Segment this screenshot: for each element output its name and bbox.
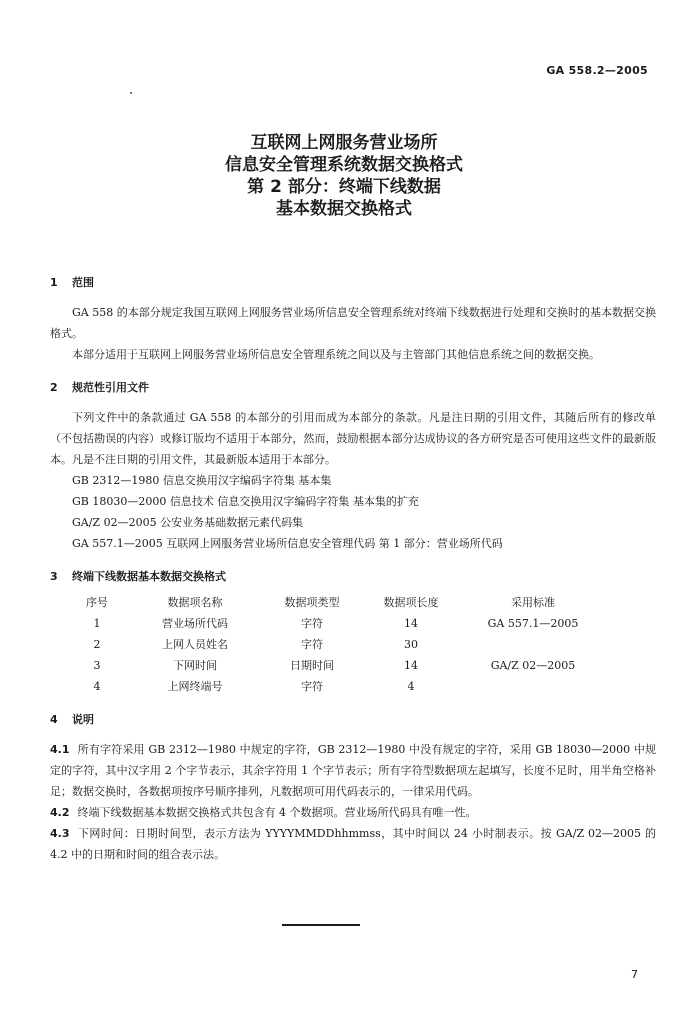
- table-row: [64, 655, 656, 676]
- note-4-2: [50, 802, 656, 823]
- table-header-cell: 数据项长度: [383, 596, 439, 609]
- table-cell: 日期时间: [290, 659, 334, 672]
- section-3-heading: [50, 566, 656, 588]
- section-1-number: 1: [50, 276, 58, 289]
- document-title: [0, 132, 688, 220]
- data-format-table: [64, 592, 656, 697]
- table-cell: 下网时间: [173, 659, 217, 672]
- table-header-cell: 数据项名称: [167, 596, 223, 609]
- table-row: [64, 676, 656, 697]
- section-4-title: 说明: [72, 713, 94, 726]
- section-4-number: 4: [50, 713, 58, 726]
- table-cell: 营业场所代码: [162, 617, 228, 630]
- table-row: [64, 634, 656, 655]
- table-cell: 1: [93, 617, 101, 630]
- note-4-3: [50, 823, 656, 865]
- standard-code: GA 558.2—2005: [546, 64, 648, 77]
- table-cell: GA 557.1—2005: [487, 617, 579, 630]
- section-2-title: 规范性引用文件: [72, 381, 149, 394]
- page-number: 7: [631, 968, 638, 981]
- section-2-heading: [50, 377, 656, 399]
- note-text: 终端下线数据基本数据交换格式共包含有 4 个数据项。营业场所代码具有唯一性。: [77, 806, 477, 819]
- title-line-3: 第 2 部分：终端下线数据: [247, 177, 441, 197]
- table-header-cell: 序号: [86, 596, 108, 609]
- document-body: [50, 272, 656, 865]
- section-2-para-1: 下列文件中的条款通过 GA 558 的本部分的引用而成为本部分的条款。凡是注日期的引用文件，其随后所有的修改单（不包括勘误的内容）或修订版均不适用于本部分，然而，鼓励根据本部分达成协议的各方研究是否可使用这些文件的最新版本。凡是不注日期的引用文件，其最新版本适用于本部分。: [50, 411, 656, 466]
- end-of-document-rule: [282, 924, 360, 926]
- note-number: 4.2: [50, 806, 70, 819]
- table-cell: 30: [404, 638, 418, 651]
- section-4-heading: [50, 709, 656, 731]
- table-cell: 4: [93, 680, 101, 693]
- section-2-number: 2: [50, 381, 58, 394]
- section-1-para-2: 本部分适用于互联网上网服务营业场所信息安全管理系统之间以及与主管部门其他信息系统之间的数据交换。: [72, 348, 600, 361]
- reference-item: GB 18030—2000 信息技术 信息交换用汉字编码字符集 基本集的扩充: [72, 495, 419, 508]
- table-cell: 字符: [301, 638, 323, 651]
- table-cell: 14: [404, 617, 418, 630]
- note-text: 下网时间：日期时间型，表示方法为 YYYYMMDDhhmmss，其中时间以 24 小时制表示。按 GA/Z 02—2005 的 4.2 中的日期和时间的组合表示法。: [50, 827, 656, 861]
- table-cell: 2: [93, 638, 101, 651]
- table-cell: [458, 634, 608, 655]
- table-cell: 字符: [301, 617, 323, 630]
- section-3-title: 终端下线数据基本数据交换格式: [72, 570, 226, 583]
- note-text: 所有字符采用 GB 2312—1980 中规定的字符，GB 2312—1980 中没有规定的字符，采用 GB 18030—2000 中规定的字符，其中汉字用 2 个字节表示，其余字符用 1 个字节表示；所有字符型数据项左起填写，长度不足时，用半角空格补足；数据交换时，各数据项按序号顺序排列，凡数据项可用代码表示的，一律采用代码。: [50, 743, 656, 798]
- table-cell: [458, 676, 608, 697]
- section-1-title: 范围: [72, 276, 94, 289]
- table-cell: 14: [404, 659, 418, 672]
- table-cell: 3: [93, 659, 101, 672]
- table-cell: 上网人员姓名: [162, 638, 228, 651]
- section-1-para-1: GA 558 的本部分规定我国互联网上网服务营业场所信息安全管理系统对终端下线数据进行处理和交换时的基本数据交换格式。: [50, 306, 656, 340]
- reference-item: GA 557.1—2005 互联网上网服务营业场所信息安全管理代码 第 1 部分：营业场所代码: [72, 537, 503, 550]
- section-1-heading: [50, 272, 656, 294]
- table-header-cell: 采用标准: [511, 596, 555, 609]
- table-header-row: [64, 592, 656, 613]
- note-4-1: [50, 739, 656, 802]
- scan-dot: [130, 92, 132, 94]
- section-3-number: 3: [50, 570, 58, 583]
- table-row: [64, 613, 656, 634]
- note-number: 4.1: [50, 743, 70, 756]
- title-line-2: 信息安全管理系统数据交换格式: [225, 155, 463, 175]
- title-line-1: 互联网上网服务营业场所: [250, 133, 438, 153]
- table-header-cell: 数据项类型: [284, 596, 340, 609]
- title-line-4: 基本数据交换格式: [276, 199, 412, 219]
- table-cell: 字符: [301, 680, 323, 693]
- table-cell: 上网终端号: [167, 680, 223, 693]
- table-cell: GA/Z 02—2005: [490, 659, 576, 672]
- reference-item: GA/Z 02—2005 公安业务基础数据元素代码集: [72, 516, 304, 529]
- reference-item: GB 2312—1980 信息交换用汉字编码字符集 基本集: [72, 474, 332, 487]
- table-cell: 4: [407, 680, 415, 693]
- note-number: 4.3: [50, 827, 70, 840]
